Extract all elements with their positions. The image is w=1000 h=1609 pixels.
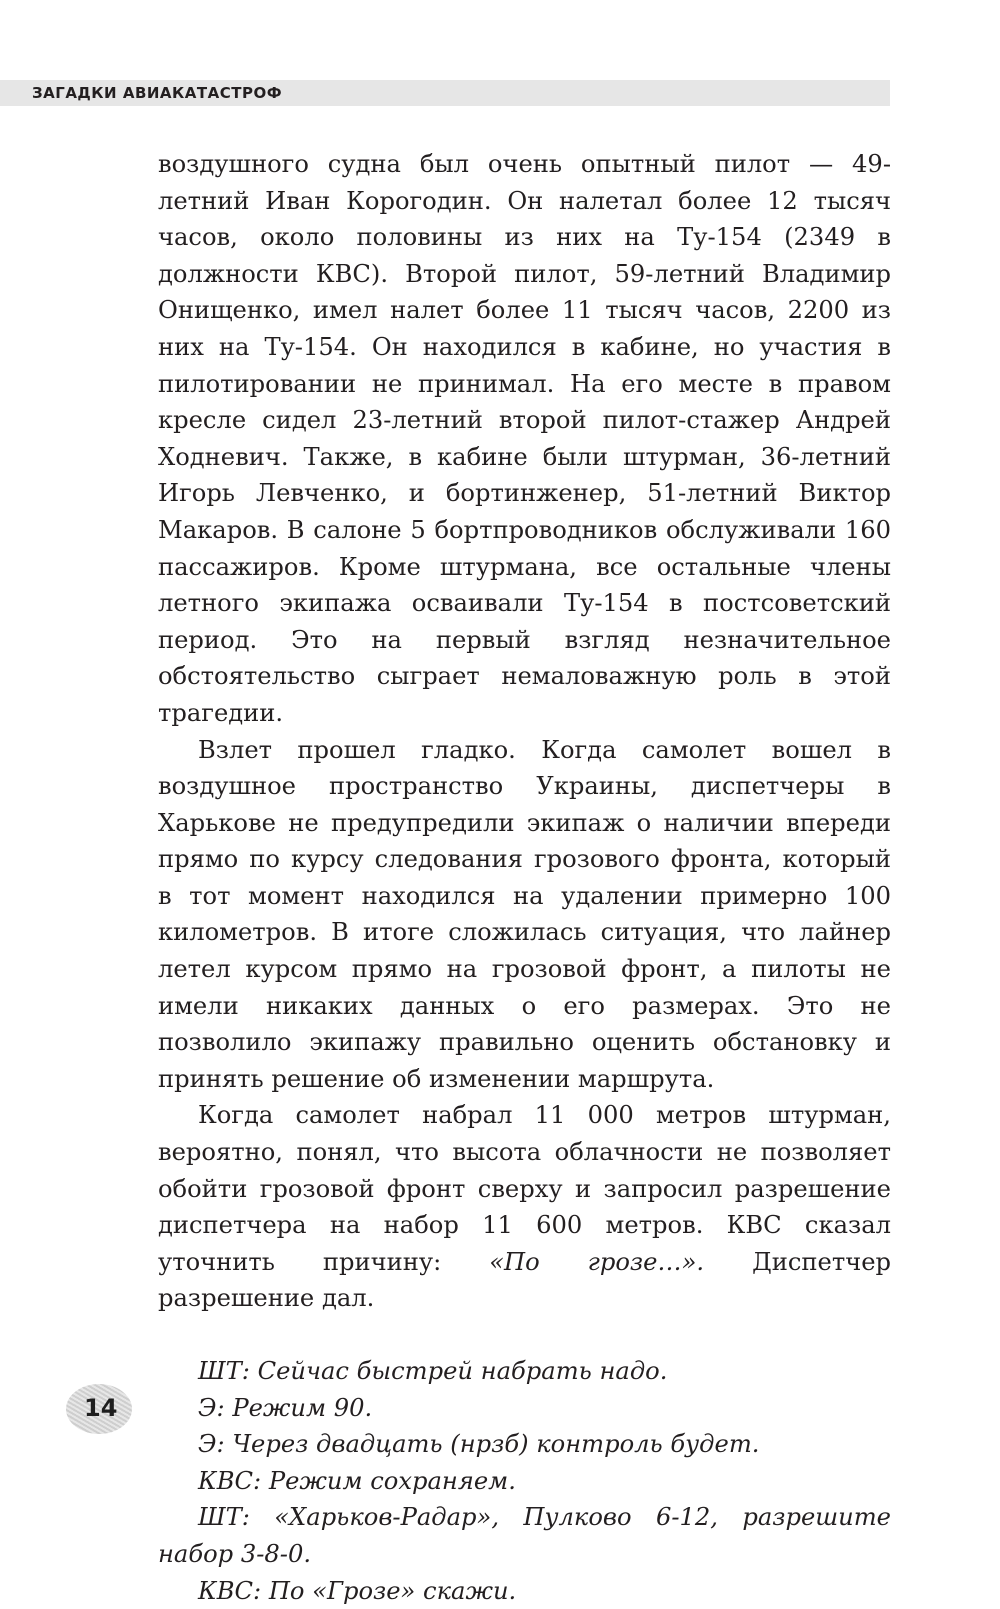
paragraph: [158, 1097, 891, 1317]
cockpit-dialogue: [158, 1353, 891, 1609]
running-header-title: ЗАГАДКИ АВИАКАТАСТРОФ: [32, 84, 283, 102]
running-header: [0, 80, 890, 106]
dialogue-line: КВС: Режим сохраняем.: [198, 1466, 516, 1495]
dialogue-line: КВС: По «Грозе» скажи.: [198, 1576, 517, 1605]
body-text: [158, 146, 891, 1609]
paragraph: Взлет прошел гладко. Когда самолет вошел в воздушное пространство Украины, диспетчеры в Харькове не предупредили экипаж о наличии впереди прямо по курсу следования грозового фронта, который в тот момент находился на удалении примерно 100 километров. В итоге сложилась ситуация, что лайнер летел курсом прямо на грозовой фронт, а пилоты не имели никаких данных о его размерах. Это не позволило экипажу правильно оценить обстановку и принять решение об изменении маршрута.: [158, 735, 891, 1093]
quote-italic: «По грозе…».: [489, 1247, 705, 1276]
page-number: 14: [84, 1394, 118, 1422]
paragraph-text: Когда самолет набрал 11 000 метров штурман, вероятно, понял, что высота облачности не позволяет обойти грозовой фронт сверху и запросил разрешение диспетчера на набор 11 600 метров. КВС сказал уточнить причину:: [158, 1101, 891, 1276]
dialogue-line: Э: Режим 90.: [198, 1393, 373, 1422]
dialogue-line: Э: Через двадцать (нрзб) контроль будет.: [198, 1430, 760, 1459]
dialogue-line: ШТ: Сейчас быстрей набрать надо.: [198, 1357, 668, 1385]
dialogue-line: ШТ: «Харьков-Радар», Пулково 6-12, разрешите набор 3-8-0.: [158, 1503, 891, 1568]
quote-tail: Диспетчер разрешение дал.: [158, 1247, 892, 1313]
paragraph: воздушного судна был очень опытный пилот — 49-летний Иван Корогодин. Он налетал более 12 тысяч часов, около половины из них на Ту-154 (2349 в должности КВС). Второй пилот, 59-летний Владимир Онищенко, имел налет более 11 тысяч часов, 2200 из них на Ту-154. Он находился в кабине, но участия в пилотировании не принимал. На его месте в правом кресле сидел 23-летний второй пилот-стажер Андрей Ходневич. Также, в кабине были штурман, 36-летний Игорь Левченко, и бортинженер, 51-летний Виктор Макаров. В салоне 5 бортпроводников обслуживали 160 пассажиров. Кроме штурмана, все остальные члены летного экипажа осваивали Ту-154 в постсоветский период. Это на первый взгляд незначительное обстоятельство сыграет немаловажную роль в этой трагедии.: [158, 150, 891, 727]
